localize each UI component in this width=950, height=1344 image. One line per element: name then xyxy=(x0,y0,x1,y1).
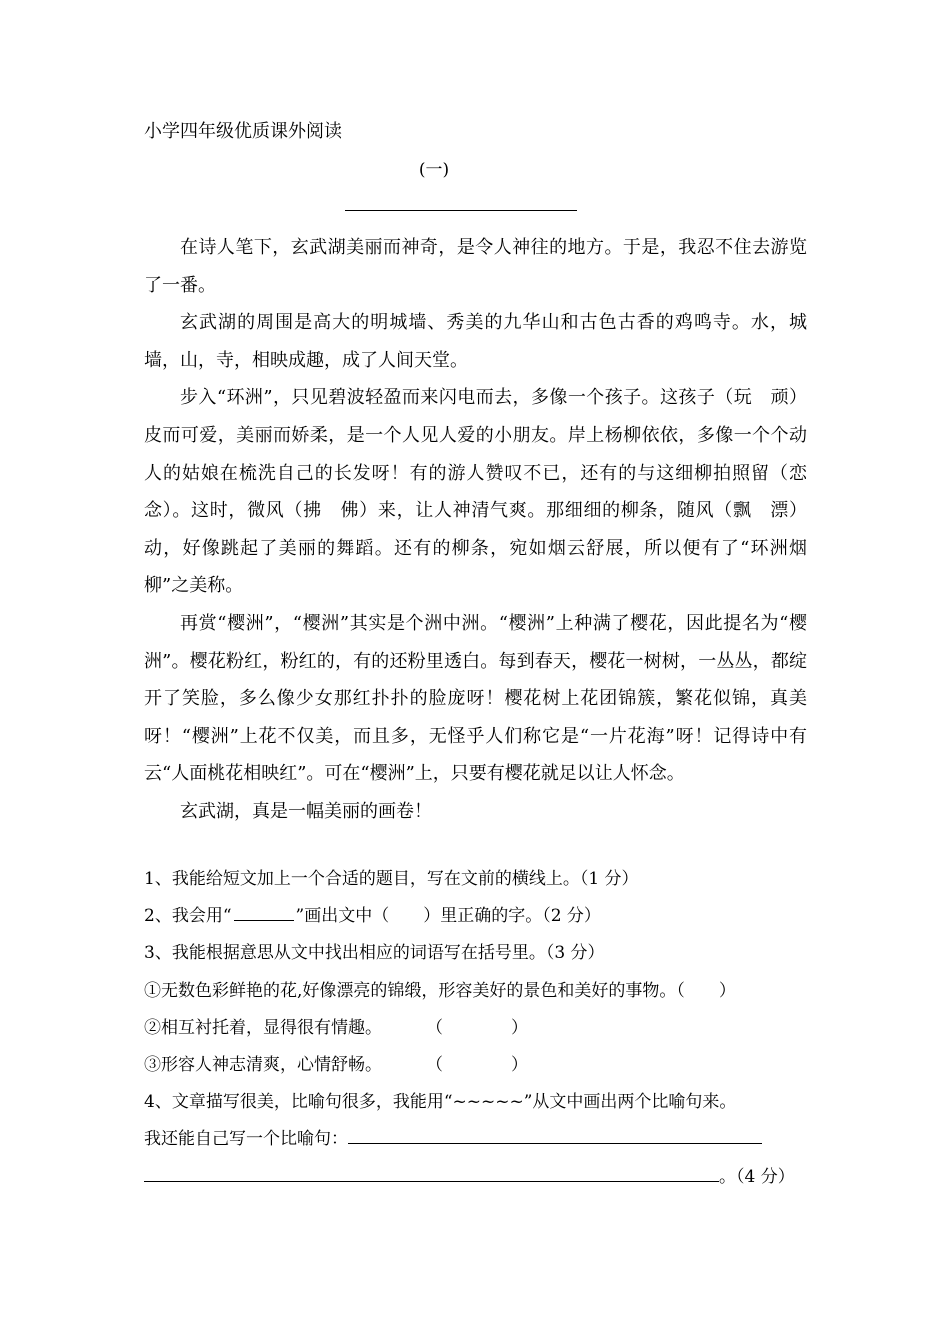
passage-paragraph: 在诗人笔下，玄武湖美丽而神奇，是令人神往的地方。于是，我忍不住去游览了一番。 xyxy=(144,237,807,296)
passage-paragraph: 步入“环洲”，只见碧波轻盈而来闪电而去，多像一个孩子。这孩子（玩 顽）皮而可爱，美丽而娇柔，是一个人见人爱的小朋友。岸上杨柳依依，多像一个个动人的姑娘在梳洗自己的长发呀！有的游人赞叹不已，还有的与这细柳拍照留（恋 念）。这时，微风（拂 佛）来，让人神清气爽。那细细的柳条，随风（飘 漂）动，好像跳起了美丽的舞蹈。还有的柳条，宛如烟云舒展，所以便有了“环洲烟柳”之美称。 xyxy=(144,387,825,597)
question-3-item-2 xyxy=(144,1010,814,1047)
question-4-score: 。（4 分） xyxy=(719,1166,795,1187)
question-2-suffix: ”画出文中（ ）里正确的字。（2 分） xyxy=(295,906,601,927)
question-4-line-2 xyxy=(144,1121,814,1158)
passage-paragraph: 玄武湖的周围是高大的明城墙、秀美的九华山和古色古香的鸡鸣寺。水，城墙，山，寺，相映成趣，成了人间天堂。 xyxy=(144,312,807,371)
title-answer-line xyxy=(345,210,577,211)
question-4-prompt: 我还能自己写一个比喻句： xyxy=(144,1129,348,1150)
passage-paragraph: 玄武湖，真是一幅美丽的画卷！ xyxy=(180,800,432,822)
question-2 xyxy=(144,898,814,935)
question-3: 3、我能根据意思从文中找出相应的词语写在括号里。（3 分） xyxy=(144,943,605,964)
document-heading: 小学四年级优质课外阅读 xyxy=(144,121,342,142)
question-4-line-3 xyxy=(144,1159,814,1196)
question-3-item-3-answer-paren[interactable]: （ ） xyxy=(426,1054,528,1075)
section-number: (一) xyxy=(418,160,450,180)
question-4: 4、文章描写很美，比喻句很多，我能用“~~~~~”从文中画出两个比喻句来。 xyxy=(144,1092,737,1113)
question-3-item-2-answer-paren[interactable]: （ ） xyxy=(426,1017,528,1038)
simile-answer-line-2[interactable] xyxy=(144,1165,719,1181)
underline-symbol xyxy=(234,906,294,921)
question-3-item-3 xyxy=(144,1047,814,1084)
question-2-prefix: 2、我会用“ xyxy=(144,906,232,927)
reading-passage xyxy=(144,229,825,831)
question-3-item-3-text: ③形容人神志清爽，心情舒畅。 xyxy=(144,1054,382,1075)
question-3-item-2-text: ②相互衬托着，显得很有情趣。 xyxy=(144,1017,382,1038)
question-list xyxy=(144,861,814,1196)
question-1: 1、我能给短文加上一个合适的题目，写在文前的横线上。（1 分） xyxy=(144,869,639,889)
passage-paragraph: 再赏“樱洲”，“樱洲”其实是个洲中洲。“樱洲”上种满了樱花，因此提名为“樱洲”。樱花粉红，粉红的，有的还粉里透白。每到春天，樱花一树树，一丛丛，都绽开了笑脸，多么像少女那红扑扑的脸庞呀！樱花树上花团锦簇，繁花似锦，真美呀！“樱洲”上花不仅美，而且多，无怪乎人们称它是“一片花海”呀！记得诗中有云“人面桃花相映红”。可在“樱洲”上，只要有樱花就足以让人怀念。 xyxy=(144,612,807,785)
simile-answer-line[interactable] xyxy=(348,1128,762,1144)
question-3-item-1: ①无数色彩鲜艳的花,好像漂亮的锦缎，形容美好的景色和美好的事物。（ ） xyxy=(144,980,736,1001)
